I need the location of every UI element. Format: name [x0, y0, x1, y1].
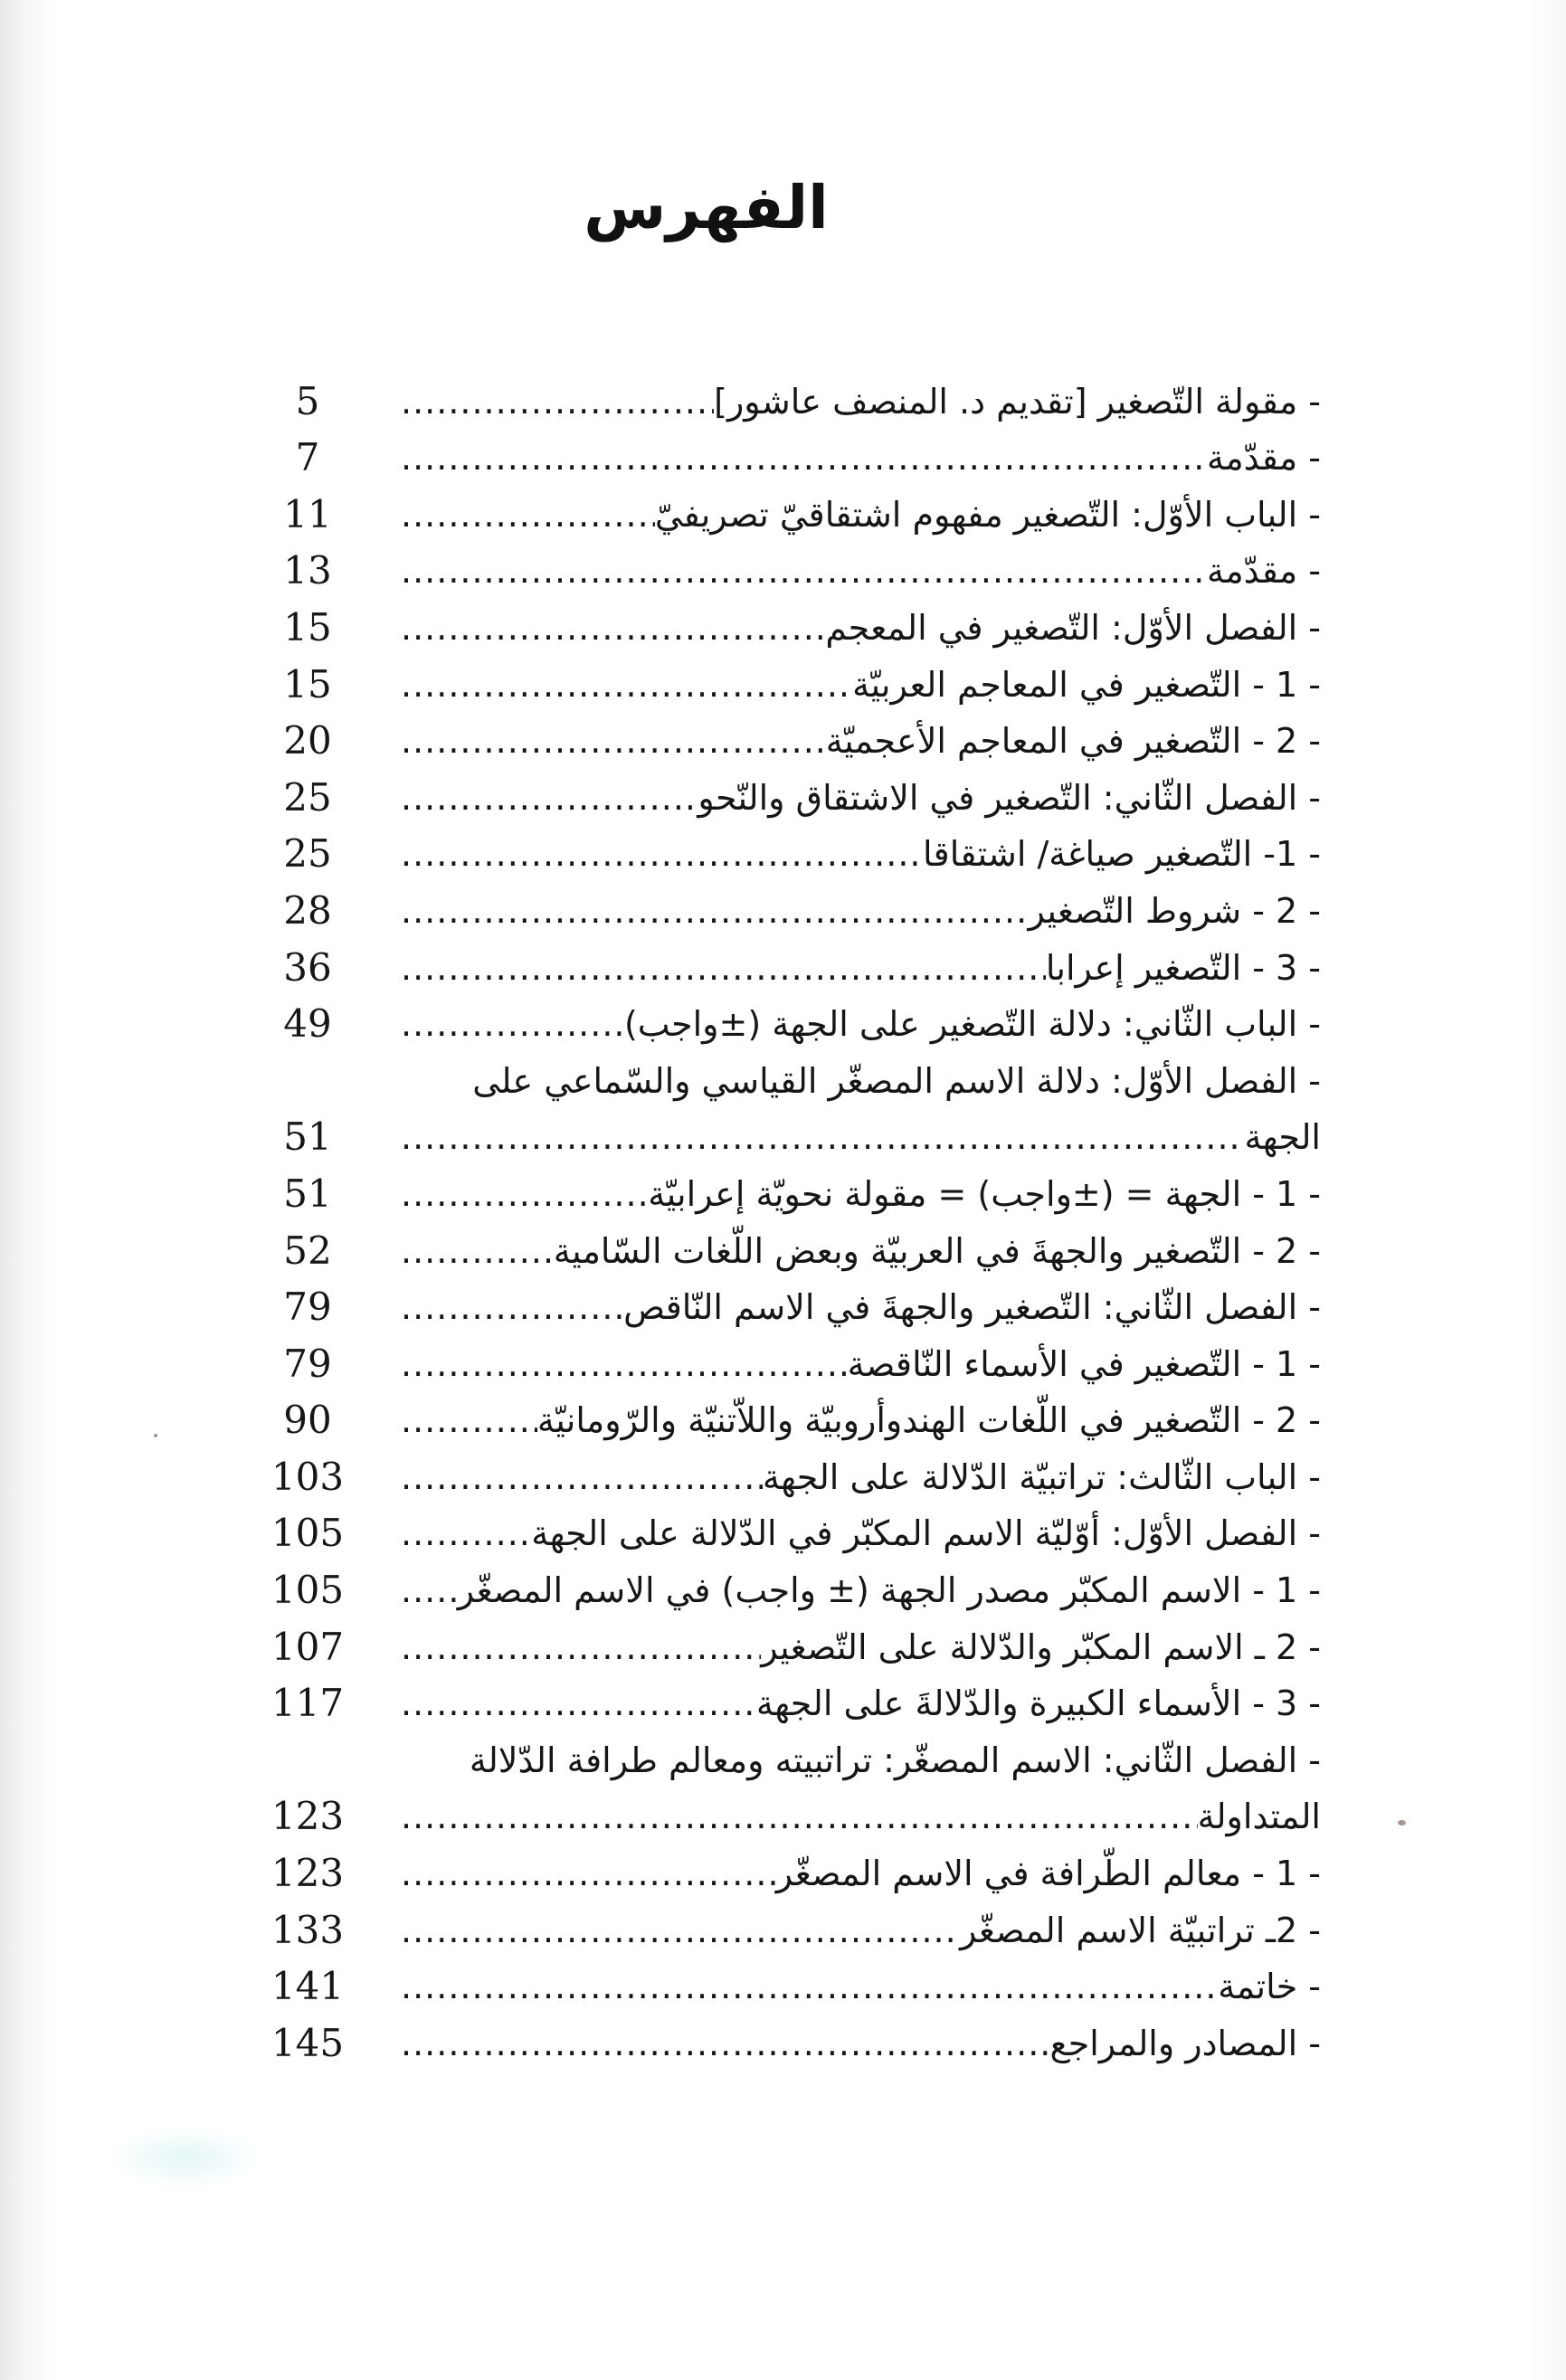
dot-leader — [401, 940, 1046, 996]
toc-entry-title — [375, 770, 1321, 826]
toc-entry — [240, 599, 1321, 656]
toc-entry-title — [375, 1336, 1321, 1392]
toc-page-number: 51 — [283, 1114, 332, 1160]
toc-page-number: 107 — [270, 1624, 345, 1669]
toc-entry-title — [375, 1053, 1321, 1165]
toc-entry-text: - مقدّمة — [1206, 438, 1321, 479]
toc-entry-title — [375, 826, 1321, 882]
dot-leader — [401, 1505, 531, 1561]
toc-entry-text: - 1 - الاسم المكبّر مصدر الجهة (± واجب) في الاسم المصغّر — [457, 1570, 1321, 1611]
toc-entry — [240, 1448, 1321, 1505]
dot-leader — [401, 1279, 623, 1335]
paper-stain — [109, 2126, 262, 2189]
dot-leader — [401, 657, 852, 713]
dot-leader — [401, 1109, 1244, 1165]
toc-page-number: 79 — [283, 1285, 332, 1330]
dot-leader — [401, 883, 1028, 939]
toc-entry-text: - الفصل الثّاني: التّصغير والجهةَ في الاسم النّاقص — [623, 1287, 1321, 1328]
toc-entry-text: - خاتمة — [1218, 1967, 1321, 2007]
toc-entry-text: - 2 - شروط التّصغير — [1028, 890, 1321, 931]
toc-entry-text: - مقدّمة — [1206, 551, 1321, 592]
toc-entry-title — [375, 1958, 1321, 2015]
toc-entry-text: - 3 - التّصغير إعرابا — [1045, 947, 1321, 988]
toc-entry-title — [375, 374, 1321, 430]
table-of-contents — [240, 373, 1321, 2072]
dot-leader — [401, 543, 1207, 599]
toc-entry — [240, 1958, 1321, 2015]
paper-speck — [1398, 1820, 1406, 1825]
toc-entry — [240, 1561, 1321, 1618]
toc-entry — [240, 1222, 1321, 1279]
toc-entry — [240, 939, 1321, 996]
toc-page-number: 145 — [270, 2020, 345, 2065]
toc-entry — [240, 1335, 1321, 1392]
toc-page-number: 51 — [283, 1171, 332, 1216]
toc-page-number: 15 — [283, 661, 332, 706]
toc-page-number: 28 — [283, 887, 332, 933]
toc-entry-text: - الباب الثّاني: دلالة التّصغير على الجهة (±واجب) — [623, 1004, 1321, 1045]
dot-leader — [401, 1449, 763, 1505]
toc-page-number: 105 — [270, 1511, 345, 1556]
toc-entry — [240, 826, 1321, 883]
toc-entry-text: - الفصل الأوّل: التّصغير في المعجم — [825, 607, 1321, 648]
toc-entry-title — [375, 430, 1321, 486]
toc-entry-title — [375, 1619, 1321, 1675]
dot-leader — [401, 1166, 648, 1222]
toc-entry-title — [375, 657, 1321, 713]
toc-page-number: 141 — [270, 1964, 345, 2009]
toc-entry — [240, 882, 1321, 939]
toc-entry — [240, 543, 1321, 600]
toc-page-number: 90 — [283, 1398, 332, 1443]
toc-entry-text: - الباب الثّالث: تراتبيّة الدّلالة على الجهة — [762, 1456, 1321, 1497]
dot-leader — [401, 1336, 848, 1392]
toc-entry — [240, 1392, 1321, 1449]
toc-entry — [240, 1618, 1321, 1675]
toc-entry — [240, 1279, 1321, 1336]
toc-entry — [240, 1052, 1321, 1165]
toc-entry-title — [375, 1675, 1321, 1731]
toc-entry — [240, 1165, 1321, 1222]
toc-page-number: 25 — [283, 774, 332, 820]
toc-entry-title — [375, 1449, 1321, 1505]
toc-entry-text: - 2 - التّصغير والجهةَ في العربيّة وبعض اللّغات السّامية — [553, 1230, 1321, 1271]
toc-entry-title — [375, 1505, 1321, 1561]
toc-entry-text: - 2 ـ الاسم المكبّر والدّلالة على التّصغير — [761, 1626, 1321, 1667]
dot-leader — [401, 713, 826, 769]
toc-entry-continuation — [401, 1109, 1321, 1165]
dot-leader — [401, 1788, 1198, 1844]
dot-leader — [401, 1619, 761, 1675]
dot-leader — [401, 1845, 776, 1901]
toc-page-number: 52 — [283, 1228, 332, 1273]
dot-leader — [401, 770, 698, 826]
toc-entry-text: - 3 - الأسماء الكبيرة والدّلالةَ على الجهة — [755, 1683, 1321, 1724]
toc-entry-title — [375, 883, 1321, 939]
toc-entry-title — [375, 543, 1321, 599]
toc-entry — [240, 430, 1321, 487]
toc-entry-text: - 1- التّصغير صياغة/ اشتقاقا — [922, 834, 1321, 875]
toc-entry — [240, 1901, 1321, 1958]
toc-page-number: 103 — [270, 1454, 345, 1499]
toc-entry — [240, 373, 1321, 430]
toc-entry-text: - مقولة التّصغير [تقديم د. المنصف عاشور] — [714, 381, 1321, 422]
toc-entry — [240, 2015, 1321, 2072]
dot-leader — [401, 487, 655, 543]
toc-entry-title — [375, 1562, 1321, 1618]
toc-entry-title — [375, 600, 1321, 656]
toc-entry-title — [375, 1166, 1321, 1222]
toc-entry-title — [375, 713, 1321, 769]
dot-leader — [401, 1902, 960, 1958]
toc-entry-title — [375, 1902, 1321, 1958]
dot-leader — [401, 1223, 554, 1279]
toc-entry-text-continued: الجهة — [1244, 1117, 1321, 1158]
toc-entry-title — [375, 1392, 1321, 1448]
dot-leader — [401, 1958, 1218, 2015]
toc-page-number: 15 — [283, 604, 332, 650]
toc-entry-text: - الفصل الأوّل: دلالة الاسم المصغّر القياسي والسّماعي على — [472, 1061, 1321, 1102]
toc-entry — [240, 656, 1321, 713]
toc-page-number: 123 — [270, 1794, 345, 1839]
toc-entry — [240, 486, 1321, 543]
toc-page-number: 36 — [283, 944, 332, 990]
toc-page-number: 5 — [295, 378, 320, 423]
toc-entry-text: - 1 - معالم الطّرافة في الاسم المصغّر — [775, 1854, 1321, 1894]
dot-leader — [401, 430, 1207, 486]
toc-page-number: 79 — [283, 1341, 332, 1386]
toc-page-number: 133 — [270, 1907, 345, 1952]
toc-entry-title — [375, 2015, 1321, 2072]
paper-speck — [154, 1434, 157, 1437]
dot-leader — [401, 2015, 1050, 2072]
toc-entry-text: - 2 - التّصغير في المعاجم الأعجميّة — [825, 721, 1321, 762]
toc-page-number: 7 — [295, 435, 320, 480]
toc-page-number: 11 — [283, 491, 332, 536]
toc-entry-text: - 1 - التّصغير في المعاجم العربيّة — [852, 664, 1321, 705]
toc-entry-text: - المصادر والمراجع — [1049, 2023, 1321, 2063]
toc-entry-text: - 1 - التّصغير في الأسماء النّاقصة — [847, 1343, 1321, 1384]
toc-entry-text: - الفصل الثّاني: التّصغير في الاشتقاق والنّحو — [698, 777, 1321, 818]
toc-page-number: 49 — [283, 1001, 332, 1047]
toc-entry-continuation — [401, 1788, 1321, 1844]
toc-entry-title — [375, 1279, 1321, 1335]
toc-entry — [240, 769, 1321, 826]
toc-page-number: 123 — [270, 1851, 345, 1896]
toc-entry-text: - الفصل الثّاني: الاسم المصغّر: تراتبيته ومعالم طرافة الدّلالة — [469, 1740, 1321, 1781]
dot-leader — [401, 996, 624, 1052]
toc-entry-text: - 1 - الجهة = (±واجب) = مقولة نحويّة إعرابيّة — [648, 1173, 1321, 1214]
toc-entry-title — [375, 1845, 1321, 1901]
toc-entry-title — [375, 1732, 1321, 1844]
toc-entry-title — [375, 996, 1321, 1052]
toc-entry-title — [375, 487, 1321, 543]
toc-entry-text-continued: المتداولة — [1197, 1797, 1321, 1837]
toc-page-number: 105 — [270, 1568, 345, 1613]
page-title: الفهرس — [584, 173, 829, 242]
toc-entry — [240, 1731, 1321, 1844]
toc-page-number: 25 — [283, 831, 332, 877]
dot-leader — [401, 374, 714, 430]
toc-entry-text: - 2ـ تراتبيّة الاسم المصغّر — [959, 1910, 1321, 1950]
toc-entry-text: - الباب الأوّل: التّصغير مفهوم اشتقاقيّ تصريفيّ — [654, 494, 1321, 535]
toc-page-number: 117 — [270, 1681, 345, 1726]
toc-entry — [240, 713, 1321, 770]
dot-leader — [401, 600, 825, 656]
dot-leader — [401, 1392, 537, 1448]
dot-leader — [401, 1562, 458, 1618]
dot-leader — [401, 1675, 756, 1731]
toc-entry — [240, 1844, 1321, 1901]
toc-entry-text: - الفصل الأوّل: أوّليّة الاسم المكبّر في الدّلالة على الجهة — [531, 1513, 1321, 1554]
toc-entry — [240, 996, 1321, 1053]
toc-entry-title — [375, 940, 1321, 996]
toc-entry — [240, 1505, 1321, 1562]
toc-page-number: 20 — [283, 718, 332, 763]
toc-entry-text: - 2 - التّصغير في اللّغات الهندوأروبيّة واللاّتنيّة والرّومانيّة — [536, 1400, 1321, 1441]
toc-page-number: 13 — [283, 548, 332, 593]
toc-entry-title — [375, 1223, 1321, 1279]
toc-entry — [240, 1675, 1321, 1732]
dot-leader — [401, 826, 923, 882]
